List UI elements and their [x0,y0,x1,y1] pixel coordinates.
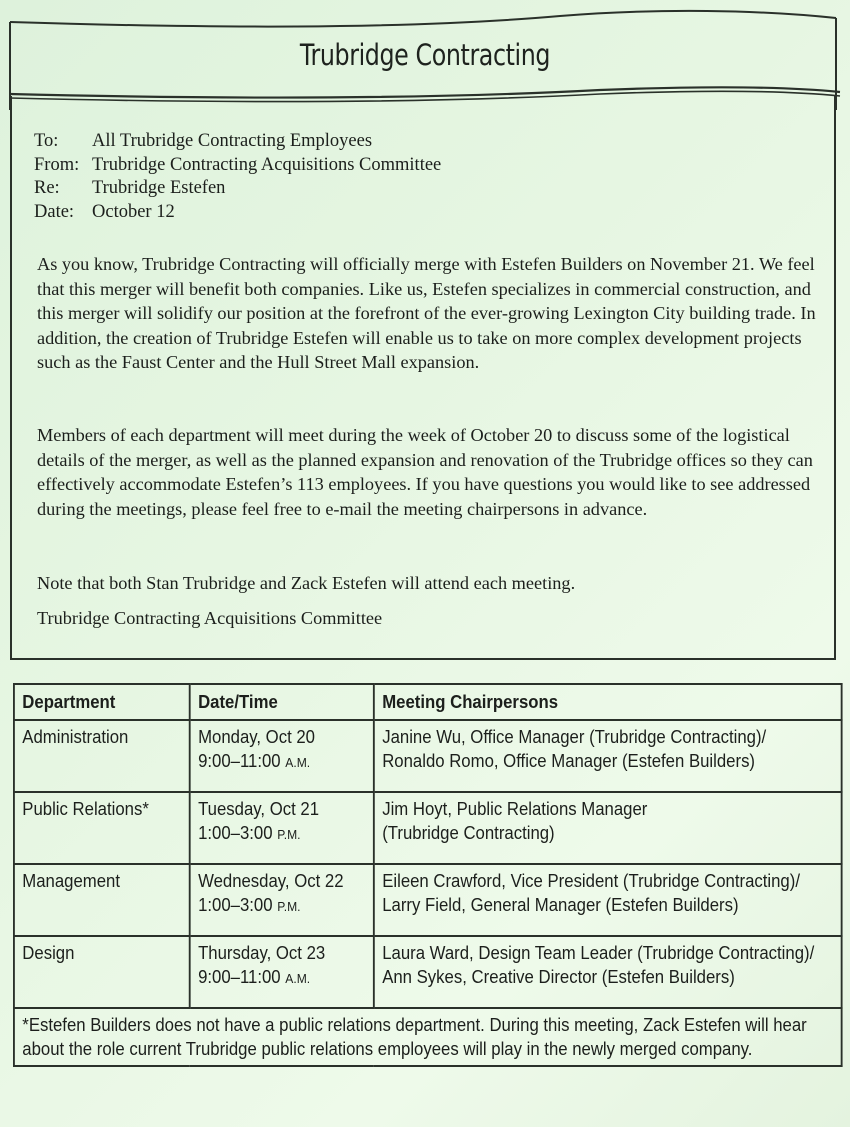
am-pm: A.M. [285,971,311,986]
signature-text: Trubridge Contracting Acquisitions Committee [37,608,383,628]
header-date-time: Date/Time [190,684,374,720]
memo-header-fields [34,130,441,224]
time-range: 1:00–3:00 [198,895,273,915]
meeting-schedule-table [13,683,843,1067]
day: Wednesday, Oct 22 [198,871,344,891]
chairpersons-cell [374,720,842,792]
table-row [14,792,842,864]
chairperson-1: Eileen Crawford, Vice President (Trubridge Contracting)/ [382,871,800,891]
time [198,893,365,919]
paragraph-meetings [37,423,827,521]
date-time-cell [190,792,374,864]
footnote: *Estefen Builders does not have a public relations department. During this meeting, Zack Estefen will hear about the role current Trubridge public relations employees will play in the newly merged company. [14,1008,842,1066]
field-label: Date: [34,201,75,222]
department-cell: Public Relations* [14,792,190,864]
day: Thursday, Oct 23 [198,943,326,963]
chairperson-2: Ann Sykes, Creative Director (Estefen Builders) [382,967,735,987]
department-cell: Management [14,864,190,936]
chairpersons-cell [374,792,842,864]
from-field [34,154,441,178]
am-pm: A.M. [285,755,311,770]
date-field [34,201,441,225]
header-department: Department [14,684,190,720]
re-field [34,177,441,201]
time [198,965,365,991]
field-value: October 12 [92,201,175,222]
time-range: 1:00–3:00 [198,823,273,843]
field-label: Re: [34,178,60,198]
table-row [14,936,842,1008]
field-value: All Trubridge Contracting Employees [92,131,373,151]
to-field [34,130,441,154]
department-cell: Administration [14,720,190,792]
chairperson-2: Larry Field, General Manager (Estefen Builders) [382,895,739,915]
chairpersons-cell [374,864,842,936]
department-cell: Design [14,936,190,1008]
header-chairpersons: Meeting Chairpersons [374,684,842,720]
day: Monday, Oct 20 [198,727,316,747]
field-label: From: [34,154,80,175]
date-time-cell [190,720,374,792]
company-title: Trubridge Contracting [299,38,551,72]
time [198,749,365,775]
chairperson-1: Janine Wu, Office Manager (Trubridge Contracting)/ [382,727,767,747]
table-header-row [14,684,842,720]
date-time-cell [190,936,374,1008]
signature-line [37,606,827,631]
footnote-row [14,1008,842,1066]
paragraph-note [37,571,827,596]
paragraph-merger [37,252,827,375]
chairperson-1: Jim Hoyt, Public Relations Manager [382,799,648,819]
table-row [14,864,842,936]
time-range: 9:00–11:00 [198,751,281,771]
am-pm: P.M. [277,827,301,842]
field-label: To: [34,131,59,151]
chairperson-2: (Trubridge Contracting) [382,823,555,843]
time-range: 9:00–11:00 [198,967,281,987]
chairperson-2: Ronaldo Romo, Office Manager (Estefen Builders) [382,751,756,771]
chairpersons-cell [374,936,842,1008]
am-pm: P.M. [277,899,301,914]
date-time-cell [190,864,374,936]
table-row [14,720,842,792]
chairperson-1: Laura Ward, Design Team Leader (Trubridge Contracting)/ [382,943,815,963]
field-value: Trubridge Estefen [92,178,226,198]
time [198,821,365,847]
paragraph-text: Members of each department will meet during the week of October 20 to discuss some of the logistical details of the merger, as well as the planned expansion and renovation of the Trubridge offices so they can effectively accommodate Estefen’s 113 employees. If you have questions you would like to see addressed during the meetings, please feel free to e-mail the meeting chairpersons in advance. [37,425,813,519]
paragraph-text: As you know, Trubridge Contracting will officially merge with Estefen Builders on November 21. We feel that this merger will benefit both companies. Like us, Estefen specializes in commercial construction, and this merger will solidify our position at the forefront of the ever-growing Lexington City building trade. In addition, the creation of Trubridge Estefen will enable us to take on more complex development projects such as the Faust Center and the Hull Street Mall expansion. [37,254,816,373]
field-value: Trubridge Contracting Acquisitions Committee [92,154,442,175]
day: Tuesday, Oct 21 [198,799,320,819]
paragraph-text: Note that both Stan Trubridge and Zack Estefen will attend each meeting. [37,573,576,593]
